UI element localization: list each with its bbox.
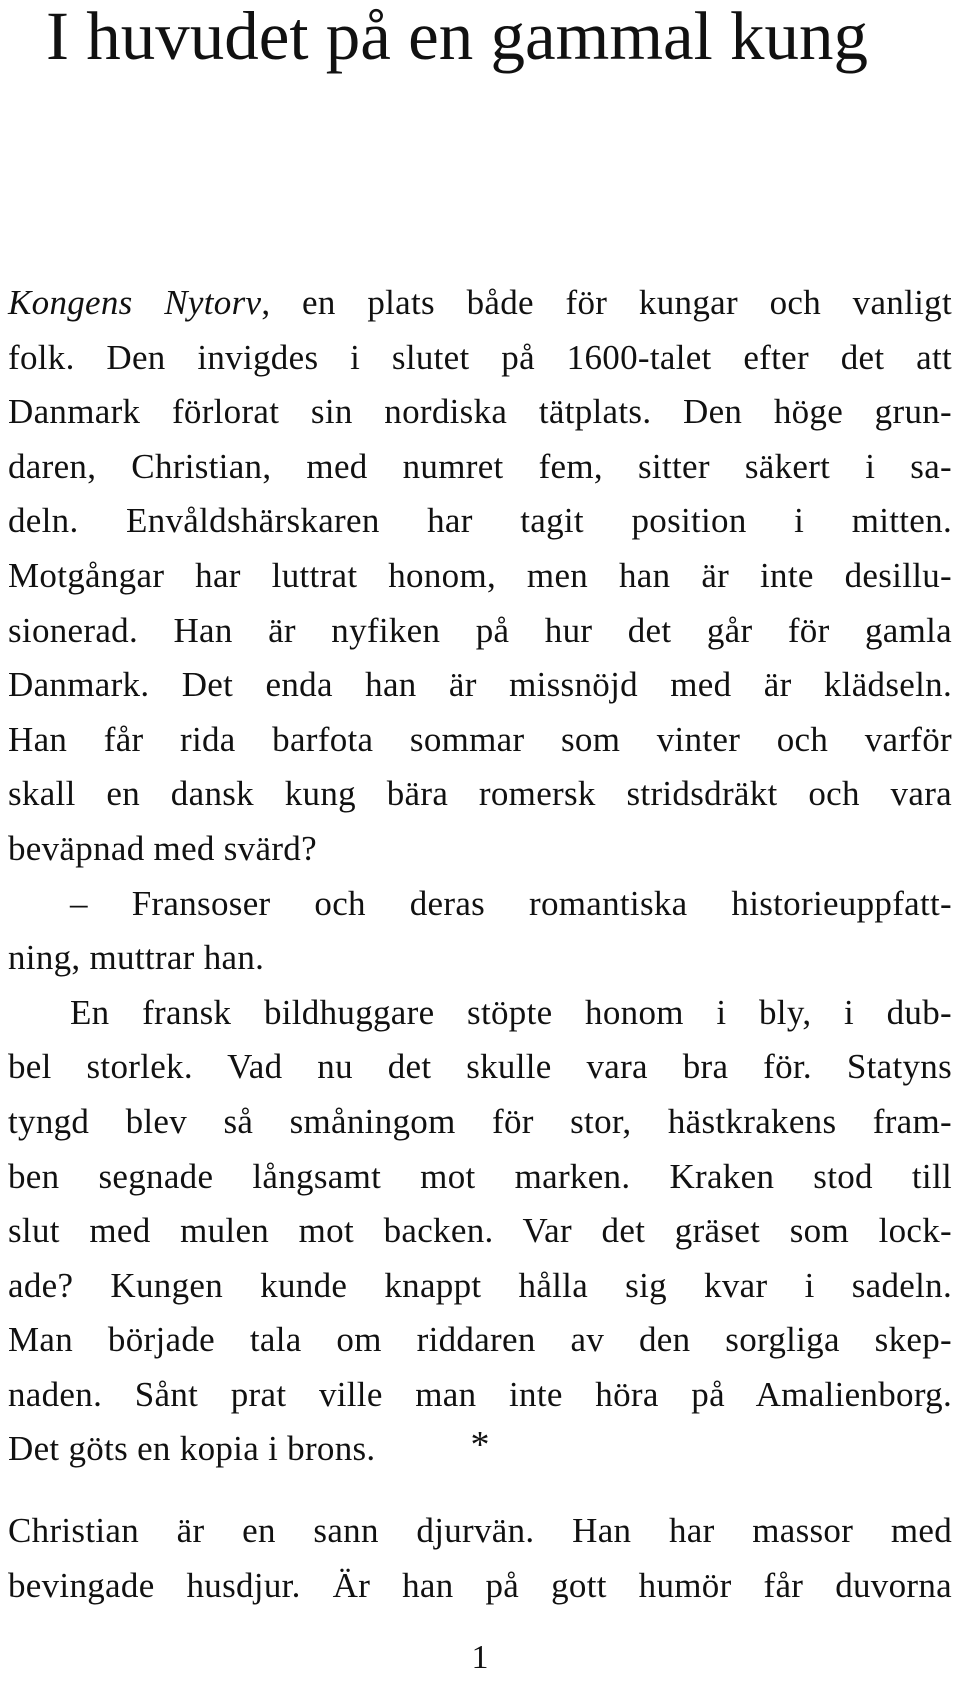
text-line: naden. Sånt prat ville man inte höra på Amalienborg.: [8, 1374, 952, 1414]
text-line: Christian är en sann djurvän. Han har massor med: [8, 1511, 952, 1550]
text-line: ben segnade långsamt mot marken. Kraken stod till: [8, 1156, 952, 1196]
text-line: ade? Kungen kunde knappt hålla sig kvar i sadeln.: [8, 1265, 952, 1305]
place-name-italic: Kongens Nytorv: [8, 283, 262, 322]
text-line: daren, Christian, med numret fem, sitter säkert i sa-: [8, 446, 952, 486]
text-line: deln. Envåldshärskaren har tagit position i mitten.: [8, 501, 952, 541]
text-line: Motgångar har luttrat honom, men han är inte desillu-: [8, 555, 952, 595]
text-line: slut med mulen mot backen. Var det gräset som lock-: [8, 1211, 952, 1251]
text-line: Det göts en kopia i brons.: [8, 1429, 376, 1469]
closing-text-block: [8, 1504, 952, 1613]
text-line: bel storlek. Vad nu det skulle vara bra för. Statyns: [8, 1047, 952, 1087]
page-number: 1: [471, 1639, 489, 1676]
text-line: skall en dansk kung bära romersk stridsdräkt och vara: [8, 774, 952, 814]
chapter-title: I huvudet på en gammal kung: [46, 0, 869, 74]
text-line: Man började tala om riddaren av den sorgliga skep-: [8, 1320, 952, 1360]
text-line: sionerad. Han är nyfiken på hur det går för gamla: [8, 610, 952, 650]
text-line: tyngd blev så småningom för stor, hästkrakens fram-: [8, 1101, 952, 1141]
text-line: folk. Den invigdes i slutet på 1600-talet efter det att: [8, 337, 952, 377]
text-line: Danmark. Det enda han är missnöjd med är klädseln.: [8, 665, 952, 705]
text-line: En fransk bildhuggare stöpte honom i bly, i dub-: [70, 992, 952, 1032]
text-line: Han får rida barfota sommar som vinter och varför: [8, 719, 952, 759]
dialogue-line: – Fransoser och deras romantiska historieuppfatt-: [70, 883, 952, 923]
text-line-rest: , en plats både för kungar och vanligt: [261, 283, 952, 322]
text-line: bevingade husdjur. Är han på gott humör får duvorna: [8, 1565, 952, 1605]
text-line: beväpnad med svärd?: [8, 828, 317, 868]
main-text-block: [8, 276, 952, 1477]
text-line: [8, 276, 952, 331]
dialogue-line: ning, muttrar han.: [8, 938, 265, 978]
text-line: Danmark förlorat sin nordiska tätplats. Den höge grun-: [8, 392, 952, 432]
section-separator: *: [470, 1424, 490, 1466]
